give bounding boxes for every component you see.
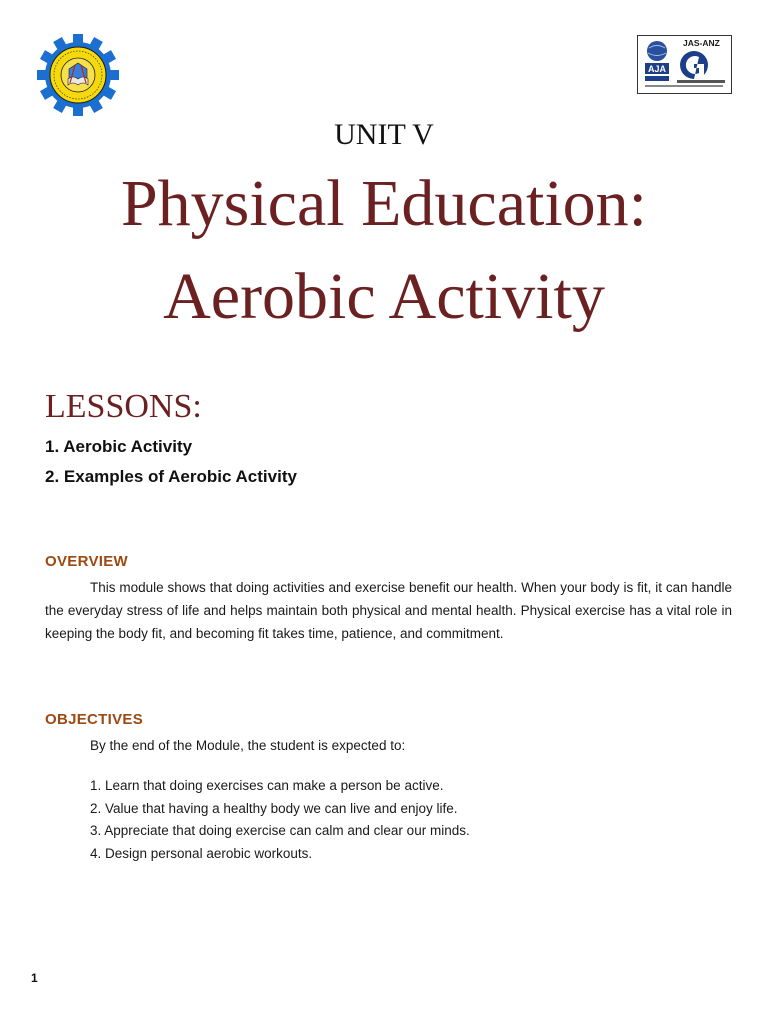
objectives-heading: OBJECTIVES bbox=[45, 711, 144, 728]
objective-item: 4. Design personal aerobic workouts. bbox=[90, 846, 313, 862]
page-title-line-2: Aerobic Activity bbox=[163, 260, 605, 333]
overview-paragraph: This module shows that doing activities and exercise benefit our health. When your body is fit, it can handle the everyday stress of life and helps maintain both physical and mental health. Physical exercise has a vital role in keeping the body fit, and becoming fit takes time, patience, and commitment. bbox=[45, 580, 732, 641]
jas-anz-text: JAS-ANZ bbox=[683, 38, 720, 48]
objective-item: 3. Appreciate that doing exercise can calm and clear our minds. bbox=[90, 823, 470, 839]
page-number: 1 bbox=[31, 971, 38, 985]
lesson-item: 1. Aerobic Activity bbox=[45, 437, 193, 456]
objectives-intro: By the end of the Module, the student is expected to: bbox=[90, 738, 406, 753]
objectives-list bbox=[90, 775, 470, 866]
lessons-heading: LESSONS: bbox=[45, 388, 202, 425]
svg-text:AJA: AJA bbox=[647, 64, 667, 74]
objective-item: 2. Value that having a healthy body we can live and enjoy life. bbox=[90, 800, 458, 816]
page-title-line-1: Physical Education: bbox=[120, 167, 648, 240]
lesson-item: 2. Examples of Aerobic Activity bbox=[45, 467, 297, 486]
unit-label: UNIT V bbox=[334, 118, 434, 151]
jas-anz-certification-badge-icon bbox=[637, 35, 732, 94]
school-seal-gear-icon bbox=[37, 34, 119, 116]
overview-heading: OVERVIEW bbox=[45, 553, 128, 570]
objective-item: 1. Learn that doing exercises can make a person be active. bbox=[90, 778, 444, 793]
